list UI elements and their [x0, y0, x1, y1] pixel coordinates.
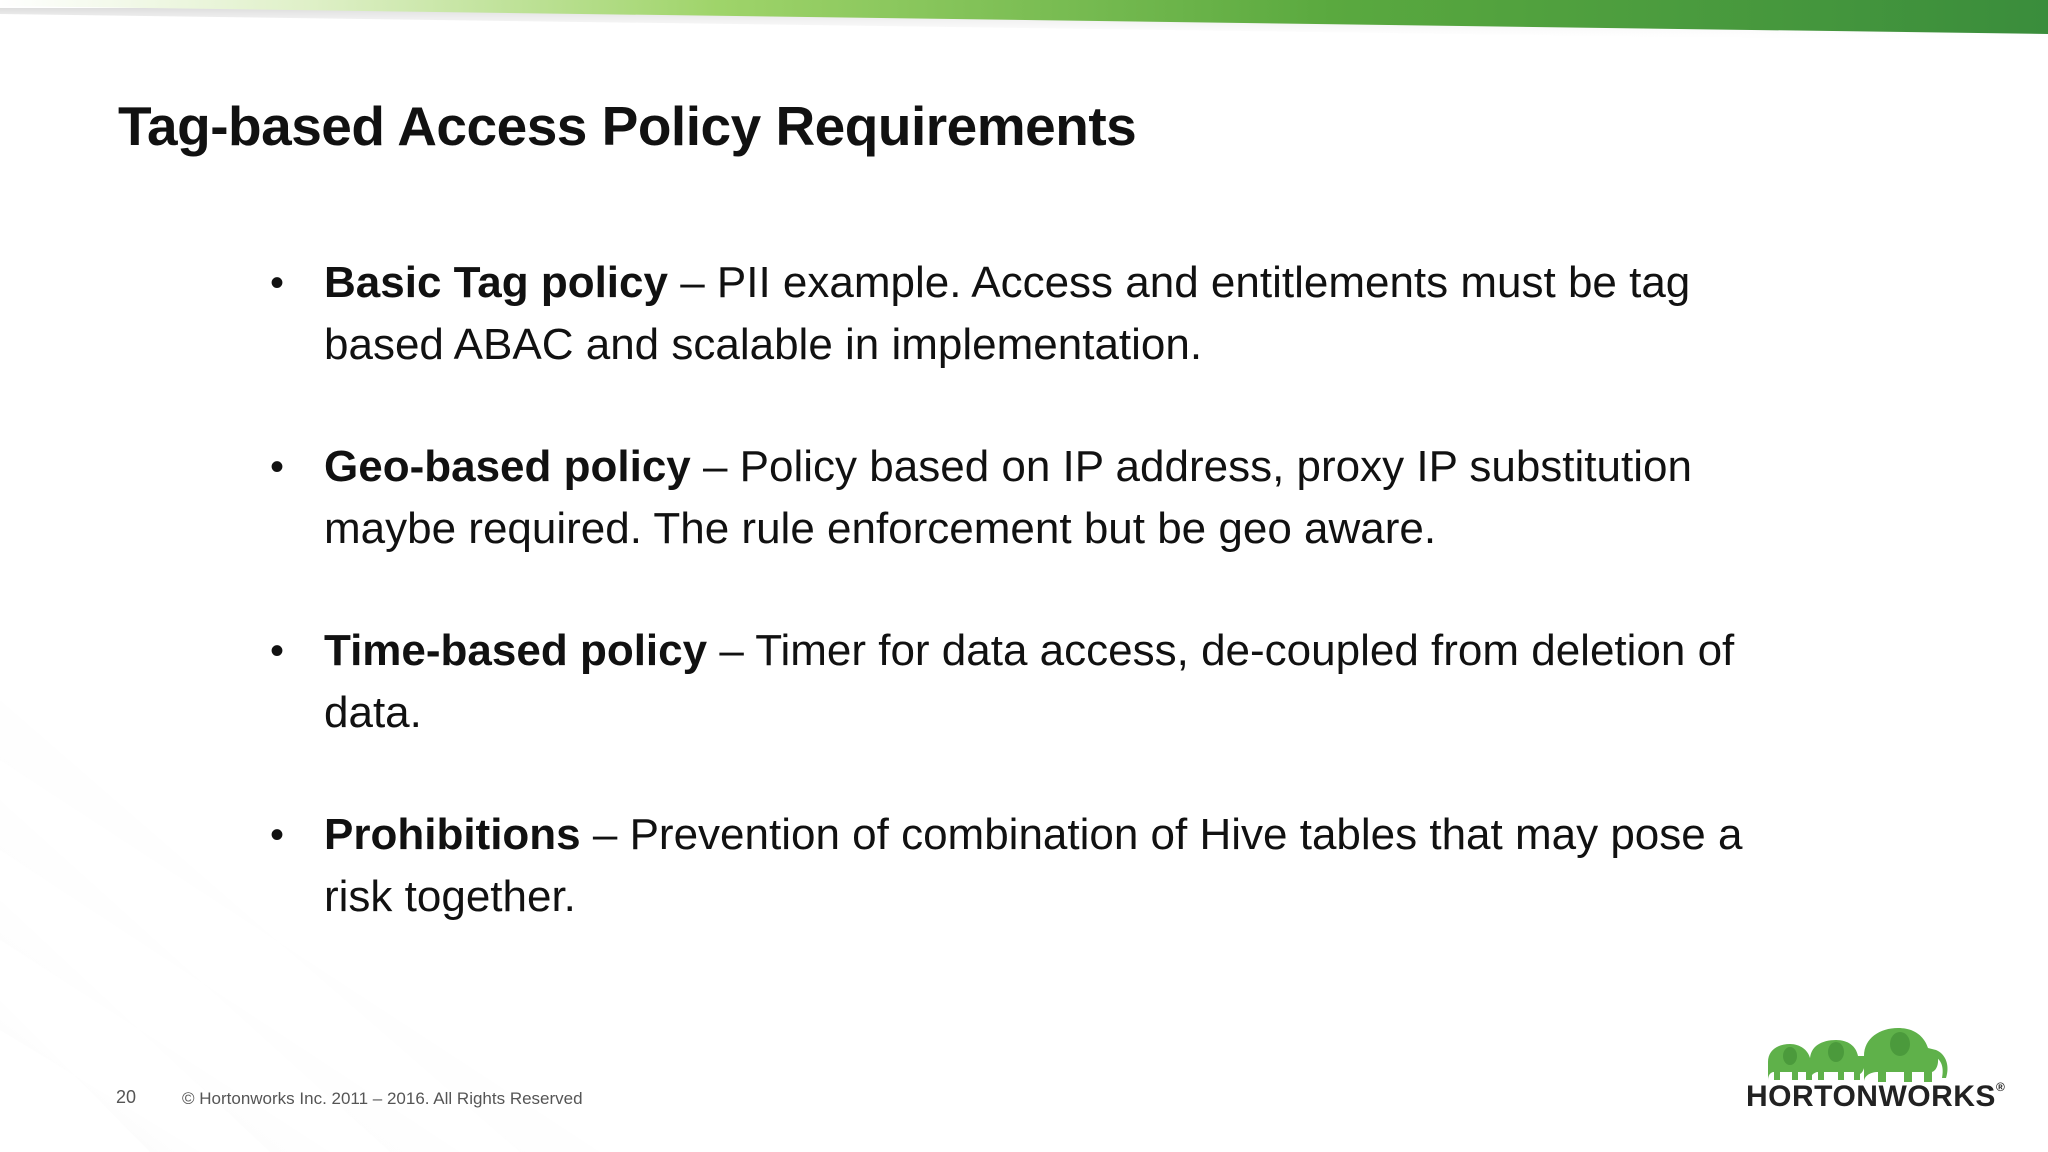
bullet-term: Geo-based policy	[324, 442, 691, 491]
logo-text: HORTONWORKS	[1746, 1080, 1996, 1113]
bullet-term: Basic Tag policy	[324, 258, 668, 307]
bullet-dot-icon: •	[270, 261, 285, 305]
registered-mark: ®	[1995, 1080, 2006, 1094]
bullet-text: – Policy based on IP address, proxy IP substitution maybe required. The rule enforcement but be geo aware.	[324, 442, 1692, 553]
elephant-herd-icon	[1760, 1022, 1960, 1084]
bullet-dot-icon: •	[270, 813, 285, 857]
top-accent-bar	[0, 0, 2048, 60]
bullet-item	[270, 252, 1790, 376]
page-number: 20	[116, 1087, 137, 1107]
slide-title: Tag-based Access Policy Requirements	[118, 95, 1137, 157]
bullet-dot-icon: •	[270, 629, 285, 673]
bullet-dot-icon: •	[270, 445, 285, 489]
bullet-term: Time-based policy	[324, 626, 708, 675]
bullet-item	[270, 804, 1790, 928]
bullet-text: – Timer for data access, de-coupled from deletion of data.	[324, 626, 1735, 737]
bullet-text: – PII example. Access and entitlements must be tag based ABAC and scalable in implementation.	[324, 258, 1691, 369]
bullet-item	[270, 436, 1790, 560]
bullet-list	[270, 252, 1790, 988]
bullet-text: – Prevention of combination of Hive tables that may pose a risk together.	[324, 810, 1743, 921]
bullet-item	[270, 620, 1790, 744]
logo-wordmark	[1746, 1080, 2005, 1114]
bullet-term: Prohibitions	[324, 810, 581, 859]
copyright-notice: © Hortonworks Inc. 2011 – 2016. All Rights Reserved	[182, 1089, 583, 1108]
hortonworks-logo	[1740, 1022, 2006, 1122]
